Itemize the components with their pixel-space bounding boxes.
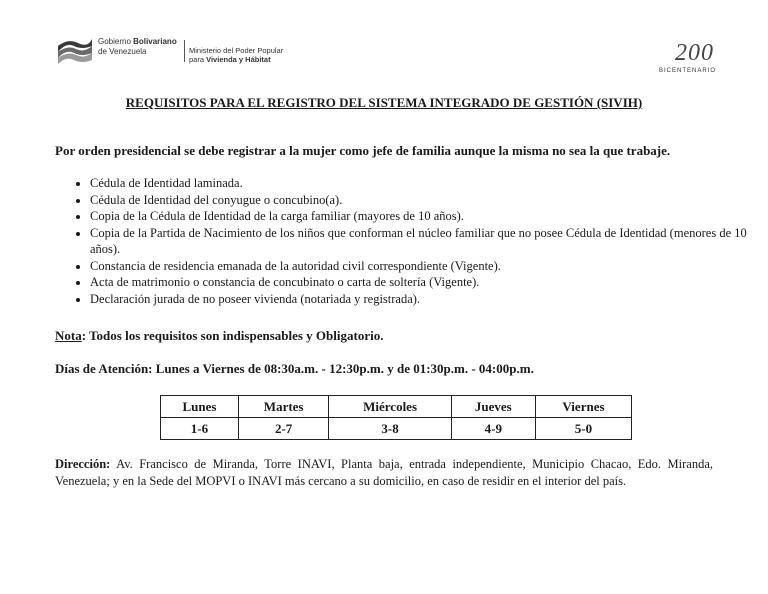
document-title: REQUISITOS PARA EL REGISTRO DEL SISTEMA INTEGRADO DE GESTIÓN (SIVIH) <box>125 95 643 110</box>
bicentenario-logo: 200 BICENTENARIO <box>658 40 716 74</box>
day-header: Viernes <box>535 396 631 418</box>
note-text: : Todos los requisitos son indispensables y Obligatorio. <box>81 328 384 343</box>
requirement-item: • Copia de la Cédula de Identidad de la carga familiar (mayores de 10 años). <box>90 208 750 225</box>
requirement-item: • Declaración jurada de no poseer vivienda (notariada y registrada). <box>90 291 750 308</box>
id-digits-cell: 5-0 <box>535 418 631 440</box>
day-header: Jueves <box>451 396 535 418</box>
day-header: Martes <box>238 396 329 418</box>
id-digits-cell: 4-9 <box>451 418 535 440</box>
requirement-item: • Copia de la Partida de Nacimiento de los niños que conforman el núcleo familiar que no posee Cédula de Identidad (menores de 10 años). <box>90 225 750 258</box>
requirements-list <box>55 175 750 307</box>
day-header: Miércoles <box>329 396 451 418</box>
header-divider <box>184 40 185 62</box>
table-row <box>161 396 632 418</box>
intro-paragraph: Por orden presidencial se debe registrar a la mujer como jefe de familia aunque la misma no sea la que trabaje. <box>55 143 671 158</box>
address-paragraph <box>55 456 713 490</box>
note-line <box>55 328 383 344</box>
schedule-table <box>160 395 632 440</box>
letterhead <box>56 30 716 80</box>
venezuela-flag-logo <box>56 36 94 64</box>
service-hours: Días de Atención: Lunes a Viernes de 08:30a.m. - 12:30p.m. y de 01:30p.m. - 04:00p.m. <box>55 361 534 376</box>
id-digits-cell: 1-6 <box>161 418 239 440</box>
note-label: Nota <box>55 328 82 343</box>
requirement-item: • Cédula de Identidad laminada. <box>90 175 750 192</box>
id-digits-cell: 2-7 <box>238 418 329 440</box>
requirement-item: • Cédula de Identidad del conyugue o concubino(a). <box>90 192 750 209</box>
address-label: Dirección: <box>55 457 111 471</box>
address-text: Av. Francisco de Miranda, Torre INAVI, Planta baja, entrada independiente, Municipio Chacao, Edo. Miranda, Venezuela; y en la Sede del MOPVI o INAVI más cercano a su domicilio, en caso de residir en el interior del país. <box>55 457 713 488</box>
table-row <box>161 418 632 440</box>
day-header: Lunes <box>161 396 239 418</box>
requirement-item: • Acta de matrimonio o constancia de concubinato o carta de soltería (Vigente). <box>90 274 750 291</box>
id-digits-cell: 3-8 <box>329 418 451 440</box>
government-name: Gobierno Bolivariano de Venezuela <box>98 37 177 56</box>
requirement-item: • Constancia de residencia emanada de la autoridad civil correspondiente (Vigente). <box>90 258 750 275</box>
ministry-name: Ministerio del Poder Popular para Vivienda y Hábitat <box>189 46 284 64</box>
